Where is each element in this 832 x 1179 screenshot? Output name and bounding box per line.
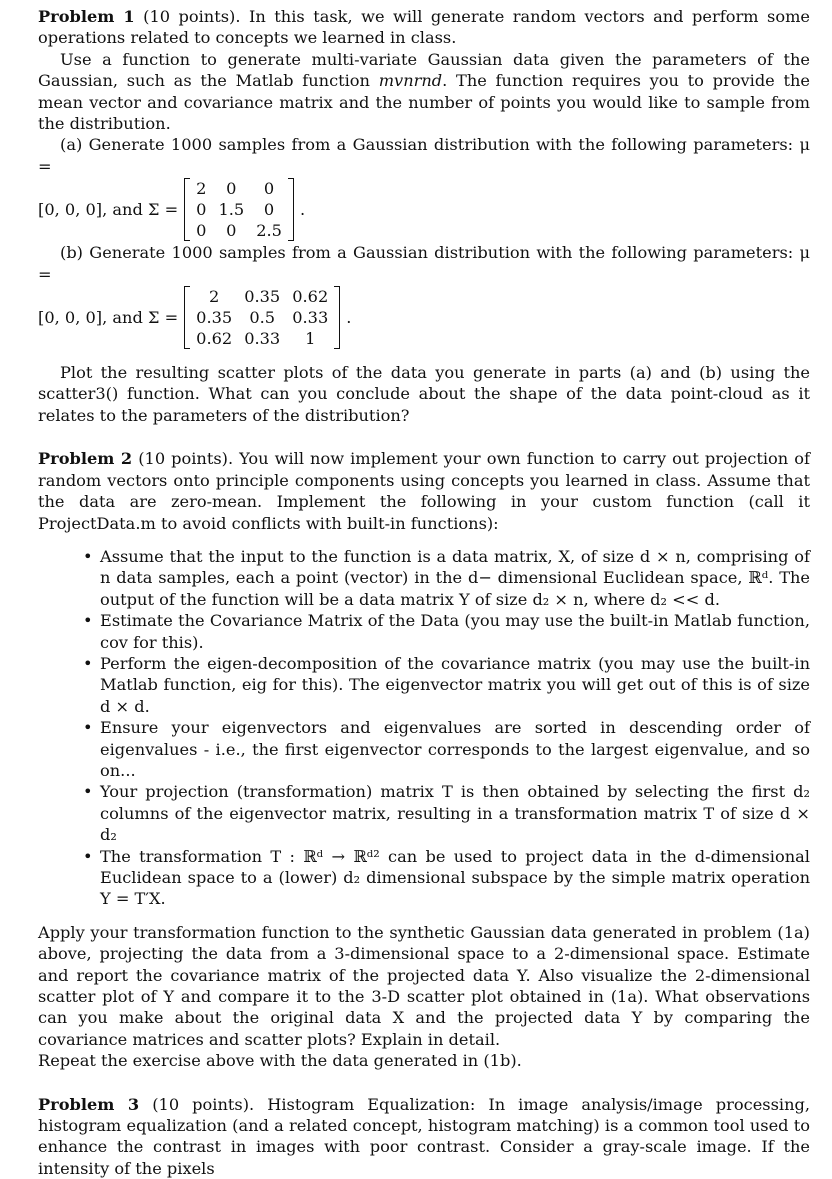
bullet-icon: • (83, 546, 93, 566)
problem1-title: Problem 1 (38, 7, 135, 26)
matrix-cell: 0 (226, 221, 237, 241)
problem3-text: Histogram Equalization: In image analysis/image processing, histogram equalization (and a related concept, histogram matching) is a common tool used to enhance the contrast in images with poor contrast. Consider a gray-scale image. If the intensity of the pixels (38, 1094, 811, 1178)
problem1-part-b: (b) Generate 1000 samples from a Gaussian distribution with the following parameters: μ = (38, 243, 810, 284)
matrix-cell: 0 (196, 200, 207, 220)
problem2-intro (38, 448, 810, 534)
problem2-apply-text: Apply your transformation function to the synthetic Gaussian data generated in problem (1a) above, projecting the data from a 3-dimensional space to a 2-dimensional space. Estimate and report the covariance matrix of the projected data Y. Also visualize the 2-dimensional scatter plot of Y and compare it to the 3-D scatter plot obtained in (1a). What observations can you make about the original data X and the projected data Y by comparing the covariance matrices and scatter plots? Explain in detail. (38, 922, 810, 1049)
matrix-cell: 0 (196, 221, 207, 241)
problem1-part-a-params: [0, 0, 0], and Σ = 2 0 0 0 1.5 0 0 0 2.5 . (38, 179, 306, 241)
matrix-cell: 2 (209, 287, 220, 307)
bullet-text: Estimate the Covariance Matrix of the Data (you may use the built-in Matlab function, cov for this). (100, 611, 810, 652)
problem1-plot-question: Plot the resulting scatter plots of the data you generate in parts (a) and (b) using the scatter3() function. What can you conclude about the shape of the data point-cloud as it relates to the parameters of the distribution? (38, 363, 810, 425)
part-b-mu: [0, 0, 0], and Σ = (38, 307, 179, 327)
bullet-text: Your projection (transformation) matrix T is then obtained by selecting the first d₂ columns of the eigenvector matrix, resulting in a transformation matrix T of size d × d₂ (100, 782, 810, 845)
matrix-cell: 2.5 (256, 221, 282, 241)
bullet-icon: • (83, 782, 93, 802)
problem1-points: (10 points). (143, 7, 241, 26)
bullet-text: Assume that the input to the function is a data matrix, X, of size d × n, comprising of n data samples, each a point (vector) in the d− dimensional Euclidean space, ℝᵈ. The output of the function will be a data matrix Y of size d₂ × n, where d₂ << d. (100, 546, 810, 609)
bullet-icon: • (83, 611, 93, 631)
list-item (83, 717, 810, 781)
problem1-para1-b: . The function requires you to provide the mean vector and covariance matrix and the number of points you would like to sample from the distribution. (38, 71, 810, 134)
bullet-text: The transformation T : ℝᵈ → ℝᵈ² can be used to project data in the d-dimensional Euclidean space to a (lower) d₂ dimensional subspace by the simple matrix operation Y = T′X. (100, 846, 810, 909)
problem2-title: Problem 2 (38, 449, 133, 469)
matrix-cell: 0.5 (249, 308, 276, 328)
problem2-intro-text: You will now implement your own function to carry out projection of random vectors onto principle components using concepts you learned in class. Assume that the data are zero-mean. Implement the following in your custom function (call it ProjectData.m to avoid conflicts with built-in functions): (38, 449, 810, 533)
problem2-bullet-list (38, 546, 810, 910)
part-a-sigma-matrix (184, 178, 294, 241)
matrix-cell: 0 (226, 179, 237, 199)
matrix-cell: 2 (196, 179, 207, 199)
problem1-para1-a: Use a function to generate multi-variate Gaussian data given the parameters of the Gaussian, such as the Matlab function (38, 49, 810, 91)
problem3-points: (10 points). (152, 1094, 255, 1114)
list-item (83, 610, 810, 653)
bullet-icon: • (83, 718, 93, 738)
matrix-cell: 0.62 (292, 287, 329, 307)
matrix-cell: 0.35 (244, 287, 281, 307)
matrix-cell: 0.33 (244, 329, 281, 349)
list-item (83, 546, 810, 610)
problem1-part-b-params: [0, 0, 0], and Σ = 2 0.35 0.62 0.35 0.5 0.33 0.62 0.33 1 . (38, 287, 352, 349)
problem3-intro (38, 1094, 810, 1179)
problem2-repeat-text: Repeat the exercise above with the data generated in (1b). (38, 1051, 522, 1071)
mvnrnd-function-name: mvnrnd (378, 71, 443, 91)
list-item (83, 781, 810, 845)
problem1-intro (38, 6, 810, 49)
problem2-points: (10 points). (138, 449, 234, 469)
list-item (83, 653, 810, 717)
bullet-text: Ensure your eigenvectors and eigenvalues are sorted in descending order of eigenvalues - i.e., the first eigenvector corresponds to the largest eigenvalue, and so on... (100, 718, 810, 780)
matrix-cell: 0.35 (196, 308, 233, 328)
matrix-cell: 1 (305, 329, 316, 349)
part-b-sigma-matrix (184, 286, 340, 349)
problem3-title: Problem 3 (38, 1094, 140, 1114)
bullet-icon: • (83, 846, 93, 866)
matrix-cell: 1.5 (218, 200, 245, 220)
matrix-cell: 0.62 (196, 329, 233, 349)
matrix-cell: 0 (263, 200, 275, 220)
part-a-mu: [0, 0, 0], and Σ = (38, 200, 179, 220)
matrix-cell: 0 (263, 179, 275, 199)
document-page (38, 6, 810, 1179)
bullet-icon: • (83, 653, 93, 673)
problem1-intro-text: In this task, we will generate random vectors and perform some operations related to concepts we learned in class. (38, 7, 810, 48)
problem1-para1 (38, 49, 810, 135)
list-item (83, 846, 810, 910)
problem1-part-a: (a) Generate 1000 samples from a Gaussian distribution with the following parameters: μ = (38, 135, 810, 176)
matrix-cell: 0.33 (292, 308, 329, 328)
bullet-text: Perform the eigen-decomposition of the covariance matrix (you may use the built-in Matlab function, eig for this). The eigenvector matrix you will get out of this is of size d × d. (100, 653, 810, 716)
